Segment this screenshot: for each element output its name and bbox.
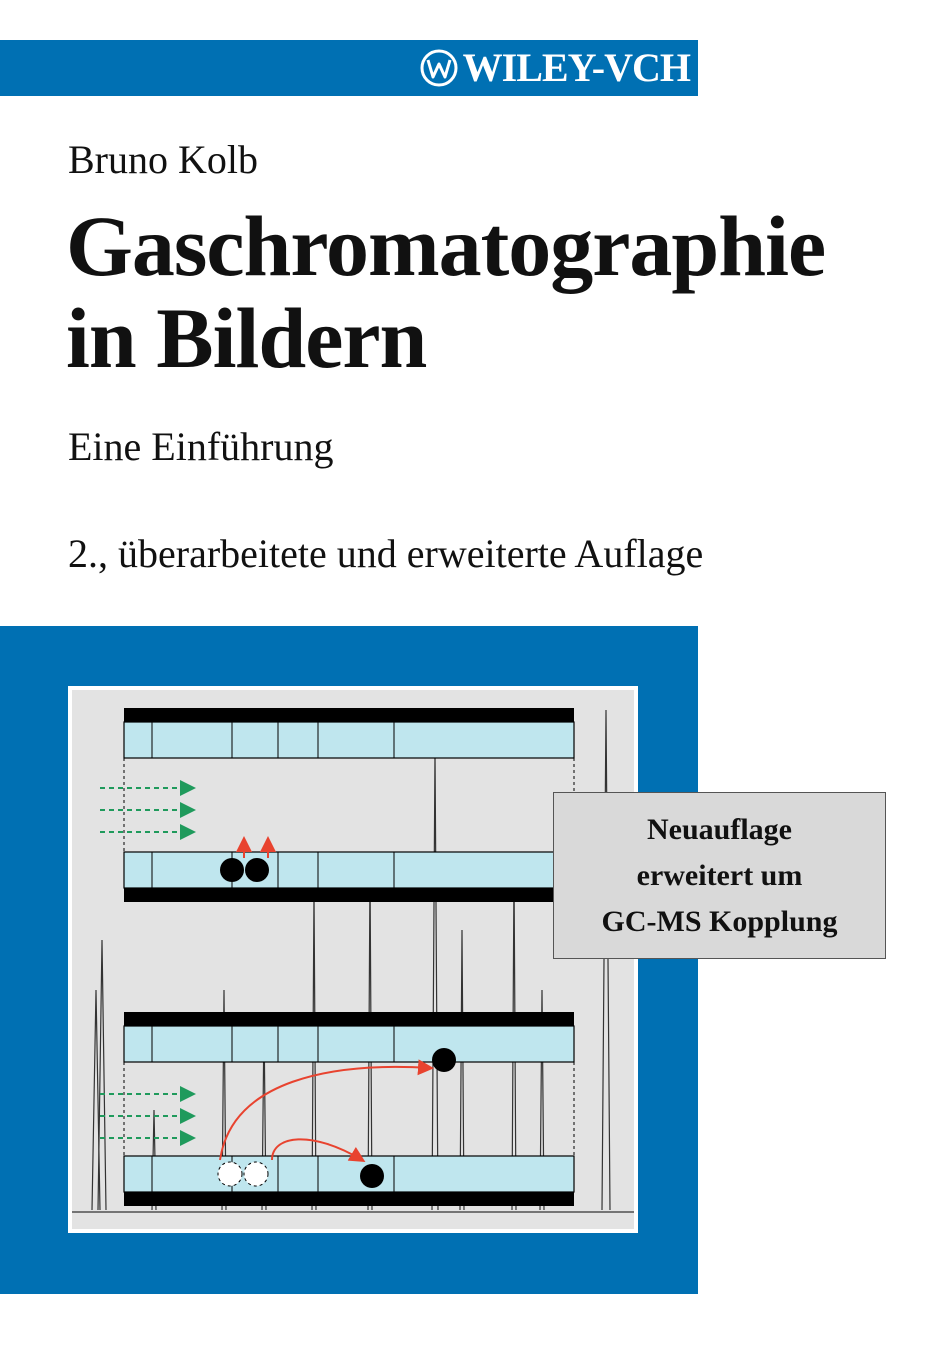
title-line-1: Gaschromatographie: [66, 198, 826, 294]
chromatography-illustration: [68, 686, 638, 1233]
analyte-dot: [220, 858, 244, 882]
analyte-dot: [432, 1048, 456, 1072]
analyte-dot: [360, 1164, 384, 1188]
figure-background: [72, 690, 634, 1229]
analyte-origin-dot: [218, 1162, 242, 1186]
author-name: Bruno Kolb: [68, 137, 258, 182]
column-diagram: [72, 690, 634, 1229]
edition-note: 2., überarbeitete und erweiterte Auflage: [68, 531, 704, 576]
book-title: [66, 200, 825, 384]
book-subtitle: Eine Einführung: [68, 424, 334, 469]
wiley-logo-icon: [419, 48, 459, 88]
badge-line-1: Neuauflage: [647, 812, 792, 846]
badge-line-2: erweitert um: [636, 858, 803, 892]
publisher-bar: [0, 40, 698, 96]
publisher-name: WILEY-VCH: [462, 45, 690, 90]
new-edition-badge: [553, 792, 886, 959]
publisher-brand: [419, 44, 690, 92]
analyte-origin-dot: [244, 1162, 268, 1186]
analyte-dot: [245, 858, 269, 882]
badge-line-3: GC-MS Kopplung: [601, 904, 838, 938]
title-line-2: in Bildern: [66, 290, 427, 386]
